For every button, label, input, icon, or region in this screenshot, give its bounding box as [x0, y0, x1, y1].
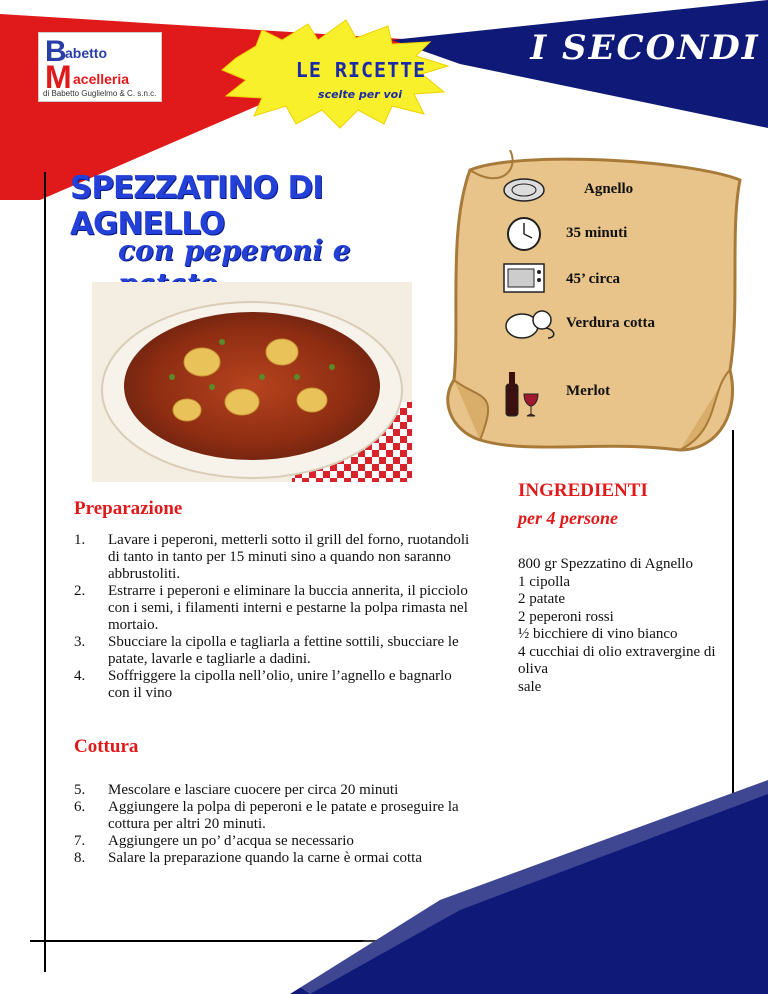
- info-label-wine: Merlot: [566, 383, 611, 399]
- step-number: 4.: [74, 668, 86, 684]
- wine-icon: [502, 370, 542, 418]
- step-item: [74, 532, 474, 583]
- step-text: Aggiungere la polpa di peperoni e le patate e proseguire la cottura per altri 20 minuti.: [108, 799, 459, 832]
- badge-title: LE RICETTE: [295, 58, 427, 82]
- logo-top-text: abetto: [65, 45, 107, 61]
- step-number: 3.: [74, 634, 86, 650]
- info-label-vegetables: Verdura cotta: [566, 315, 656, 331]
- ingredient-item: 4 cucchiai di olio extravergine di oliva: [518, 643, 716, 677]
- right-vertical-rule: [732, 430, 734, 822]
- step-text: Salare la preparazione quando la carne è ormai cotta: [108, 850, 422, 866]
- ingredient-item: 2 patate: [518, 591, 566, 607]
- step-text: Soffriggere la cipolla nell’olio, unire l’agnello e bagnarlo con il vino: [108, 668, 452, 701]
- logo-subtext: di Babetto Guglielmo & C. s.n.c.: [43, 89, 157, 98]
- logo: [38, 32, 162, 102]
- step-number: 7.: [74, 833, 86, 849]
- preparazione-heading: Preparazione: [74, 498, 183, 519]
- info-label-oven: 45’ circa: [566, 271, 621, 287]
- step-number: 2.: [74, 583, 86, 599]
- step-number: 1.: [74, 532, 86, 548]
- meat-icon: [502, 172, 546, 208]
- step-number: 6.: [74, 799, 86, 815]
- cottura-heading: Cottura: [74, 736, 139, 757]
- ingredient-item: ½ bicchiere di vino bianco: [518, 626, 678, 642]
- vegetables-icon: [502, 306, 560, 342]
- logo-b-letter: B: [45, 35, 67, 68]
- ingredienti-heading: INGREDIENTI: [518, 480, 648, 501]
- step-number: 5.: [74, 782, 86, 798]
- info-label-time: 35 minuti: [566, 225, 628, 241]
- ingredient-item: 2 peperoni rossi: [518, 608, 614, 625]
- left-vertical-rule: [44, 172, 46, 972]
- footer-blue-corner: [290, 780, 768, 994]
- step-text: Lavare i peperoni, metterli sotto il grill del forno, ruotandoli di tanto in tanto per 15 minuti sino a quando non saranno abbrustoliti.: [108, 532, 470, 582]
- step-item: [74, 634, 474, 668]
- logo-m-letter: M: [45, 59, 72, 95]
- info-label-meat: Agnello: [584, 181, 634, 197]
- ingredient-item: sale: [518, 678, 542, 695]
- dish-title: SPEZZATINO DI AGNELLO: [70, 170, 323, 242]
- food-photo: [92, 282, 412, 482]
- preparazione-steps: [74, 532, 474, 702]
- ingredients-list: [518, 556, 732, 696]
- step-text: Sbucciare la cipolla e tagliarla a fettine sottili, sbucciare le patate, lavarle e tagliarle a dadini.: [108, 634, 459, 667]
- badge-subtitle: scelte per voi: [318, 88, 402, 101]
- ingredient-item: 800 gr Spezzatino di Agnello: [518, 556, 693, 572]
- step-item: [74, 668, 474, 702]
- step-item: [74, 583, 474, 634]
- clock-icon: [502, 216, 546, 252]
- step-text: Estrarre i peperoni e eliminare la buccia annerita, il picciolo con i semi, i filamenti interni e pestarne la polpa rimasta nel mortaio.: [108, 583, 468, 633]
- section-title: I SECONDI: [530, 28, 760, 68]
- ingredient-item: 1 cipolla: [518, 573, 571, 590]
- step-text: Mescolare e lasciare cuocere per circa 20 minuti: [108, 782, 399, 798]
- dish-subtitle: con peperoni e: [118, 234, 351, 267]
- oven-icon: [502, 260, 546, 296]
- ingredienti-subheading: per 4 persone: [518, 508, 618, 528]
- logo-mid-text: acelleria: [73, 71, 130, 87]
- step-text: Aggiungere un po’ d’acqua se necessario: [108, 833, 354, 849]
- step-number: 8.: [74, 850, 86, 866]
